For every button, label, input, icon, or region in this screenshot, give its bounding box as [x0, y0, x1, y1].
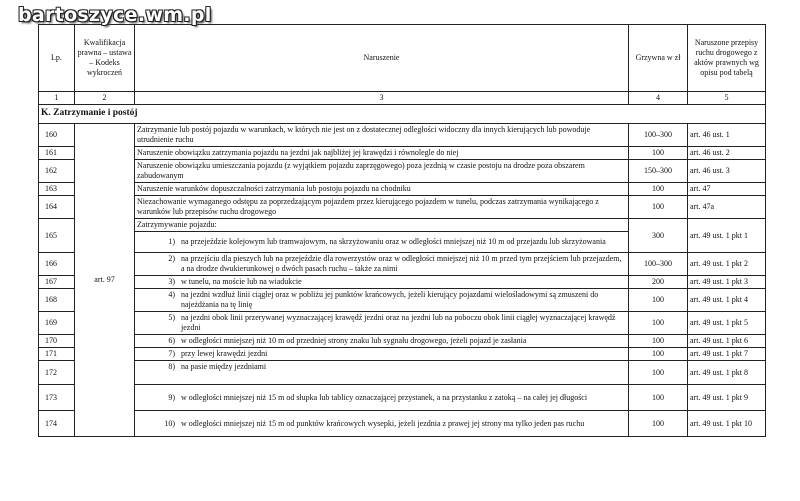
row-text	[135, 411, 629, 437]
table-row	[39, 348, 766, 361]
row-text	[135, 312, 629, 335]
row-ref: art. 49 ust. 1 pkt 10	[688, 411, 766, 437]
item-number: 7)	[168, 349, 175, 358]
row-text	[135, 253, 629, 276]
watermark-logo: bartoszyce.wm.pl	[18, 4, 212, 26]
row-text	[135, 348, 629, 361]
item-number: 2)	[168, 254, 175, 263]
row-fine: 100	[629, 335, 688, 348]
table-row	[39, 411, 766, 437]
table-row	[39, 147, 766, 160]
item-text: na przejeździe kolejowym lub tramwajowym, na skrzyżowaniu oraz w odległości mniejszej niż 10 m od przejazdu lub skrzyżowania	[181, 237, 606, 246]
header-rules: Naruszone przepisy ruchu drogowego z aktów prawnych wg opisu pod tabelą	[688, 25, 766, 92]
row-text	[135, 361, 629, 385]
row-text	[135, 232, 629, 253]
row-lp: 172	[39, 361, 75, 385]
column-number: 2	[75, 92, 135, 105]
item-text: na przejściu dla pieszych lub na przejeździe dla rowerzystów oraz w odległości mniejszej niż 10 m przed tym przejściem lub przejazdem, a na drodze dwukierunkowej o dwóch pasach ruchu – także za nimi	[181, 254, 622, 273]
row-lp: 174	[39, 411, 75, 437]
table-row	[39, 276, 766, 289]
row-ref: art. 47a	[688, 196, 766, 219]
row-lp: 165	[39, 219, 75, 253]
row-fine: 150–300	[629, 160, 688, 183]
group-intro: Zatrzymywanie pojazdu:	[135, 219, 629, 232]
row-ref: art. 49 ust. 1 pkt 3	[688, 276, 766, 289]
row-ref: art. 47	[688, 183, 766, 196]
item-text: w odległości mniejszej niż 10 m od przedniej strony znaku lub sygnału drogowego, jeżeli pojazd je zasłania	[181, 336, 527, 345]
item-text: na jezdni obok linii przerywanej wyznaczającej krawędź jezdni oraz na jezdni lub na poboczu obok linii ciągłej wyznaczającej krawędź jezdni	[181, 313, 616, 332]
item-number: 6)	[168, 336, 175, 345]
row-lp: 164	[39, 196, 75, 219]
row-lp: 168	[39, 289, 75, 312]
item-number: 10)	[164, 418, 175, 428]
row-ref: art. 49 ust. 1 pkt 7	[688, 348, 766, 361]
row-text	[135, 289, 629, 312]
column-number-row	[39, 92, 766, 105]
row-lp: 161	[39, 147, 75, 160]
row-fine: 300	[629, 219, 688, 253]
row-lp: 163	[39, 183, 75, 196]
column-number: 1	[39, 92, 75, 105]
table-row	[39, 312, 766, 335]
fines-table	[38, 24, 766, 437]
header-legal: Kwalifikacja prawna – ustawa – Kodeks wykroczeń	[75, 25, 135, 92]
item-number: 1)	[168, 237, 175, 246]
row-ref: art. 46 ust. 3	[688, 160, 766, 183]
row-fine: 100–300	[629, 124, 688, 147]
row-ref: art. 49 ust. 1 pkt 8	[688, 361, 766, 385]
row-fine: 100	[629, 196, 688, 219]
header-row	[39, 25, 766, 92]
item-number: 3)	[168, 277, 175, 286]
table-row	[39, 361, 766, 385]
row-lp: 160	[39, 124, 75, 147]
row-text: Zatrzymanie lub postój pojazdu w warunkach, w których nie jest on z dostatecznej odległości widoczny dla innych kierujących lub powoduje utrudnienie ruchu	[135, 124, 629, 147]
group-intro-row	[39, 219, 766, 232]
column-number: 3	[135, 92, 629, 105]
row-text	[135, 335, 629, 348]
item-text: w odległości mniejszej niż 15 m od punktów krańcowych wysepki, jeżeli jezdnia z prawej jej strony ma tylko jeden pas ruchu	[181, 418, 585, 428]
table-row	[39, 253, 766, 276]
row-lp: 173	[39, 385, 75, 411]
item-number: 9)	[168, 392, 175, 402]
item-text: na pasie między jezdniami	[181, 362, 267, 371]
row-ref: art. 49 ust. 1 pkt 4	[688, 289, 766, 312]
row-fine: 100	[629, 183, 688, 196]
row-fine: 100	[629, 147, 688, 160]
section-row	[39, 105, 766, 124]
row-text: Naruszenie warunków dopuszczalności zatrzymania lub postoju pojazdu na chodniku	[135, 183, 629, 196]
table-row	[39, 289, 766, 312]
header-violation: Naruszenie	[135, 25, 629, 92]
row-fine: 100	[629, 411, 688, 437]
table-row	[39, 160, 766, 183]
table-row	[39, 385, 766, 411]
row-text	[135, 276, 629, 289]
row-fine: 100	[629, 289, 688, 312]
row-ref: art. 49 ust. 1 pkt 9	[688, 385, 766, 411]
row-fine: 200	[629, 276, 688, 289]
row-text	[135, 385, 629, 411]
row-lp: 171	[39, 348, 75, 361]
item-text: w tunelu, na moście lub na wiadukcie	[181, 277, 302, 286]
table-row	[39, 196, 766, 219]
row-text: Naruszenie obowiązku umieszczania pojazdu (z wyjątkiem pojazdu zaprzęgowego) poza jezdnią w czasie postoju na drodze poza obszarem zabudowanym	[135, 160, 629, 183]
row-lp: 169	[39, 312, 75, 335]
legal-basis-cell: art. 97	[75, 124, 135, 437]
table-row	[39, 183, 766, 196]
row-ref: art. 49 ust. 1 pkt 5	[688, 312, 766, 335]
row-text: Naruszenie obowiązku zatrzymania pojazdu na jezdni jak najbliżej jej krawędzi i równolegle do niej	[135, 147, 629, 160]
row-fine: 100–300	[629, 253, 688, 276]
header-fine: Grzywna w zł	[629, 25, 688, 92]
row-lp: 166	[39, 253, 75, 276]
row-fine: 100	[629, 385, 688, 411]
item-number: 8)	[168, 362, 175, 371]
row-ref: art. 49 ust. 1 pkt 1	[688, 219, 766, 253]
row-ref: art. 46 ust. 1	[688, 124, 766, 147]
row-text: Niezachowanie wymaganego odstępu za poprzedzającym pojazdem przez kierującego pojazdem w tunelu, podczas zatrzymania wynikającego z warunków lub przepisów ruchu drogowego	[135, 196, 629, 219]
row-lp: 167	[39, 276, 75, 289]
table-row	[39, 124, 766, 147]
header-lp: Lp.	[39, 25, 75, 92]
item-text: na jezdni wzdłuż linii ciągłej oraz w pobliżu jej punktów krańcowych, jeżeli kierujący pojazdami wielośladowymi są zmuszeni do najeżdżania na tę linię	[181, 290, 599, 309]
column-number: 5	[688, 92, 766, 105]
row-ref: art. 49 ust. 1 pkt 6	[688, 335, 766, 348]
row-ref: art. 49 ust. 1 pkt 2	[688, 253, 766, 276]
section-title: K. Zatrzymanie i postój	[39, 105, 766, 124]
column-number: 4	[629, 92, 688, 105]
item-number: 4)	[168, 290, 175, 299]
item-number: 5)	[168, 313, 175, 322]
item-text: przy lewej krawędzi jezdni	[181, 349, 268, 358]
item-text: w odległości mniejszej niż 15 m od słupka lub tablicy oznaczającej przystanek, a na przystanku z zatoką – na całej jej długości	[181, 392, 588, 402]
row-lp: 162	[39, 160, 75, 183]
row-fine: 100	[629, 348, 688, 361]
row-lp: 170	[39, 335, 75, 348]
row-fine: 100	[629, 312, 688, 335]
row-ref: art. 46 ust. 2	[688, 147, 766, 160]
table-row	[39, 335, 766, 348]
row-fine: 100	[629, 361, 688, 385]
